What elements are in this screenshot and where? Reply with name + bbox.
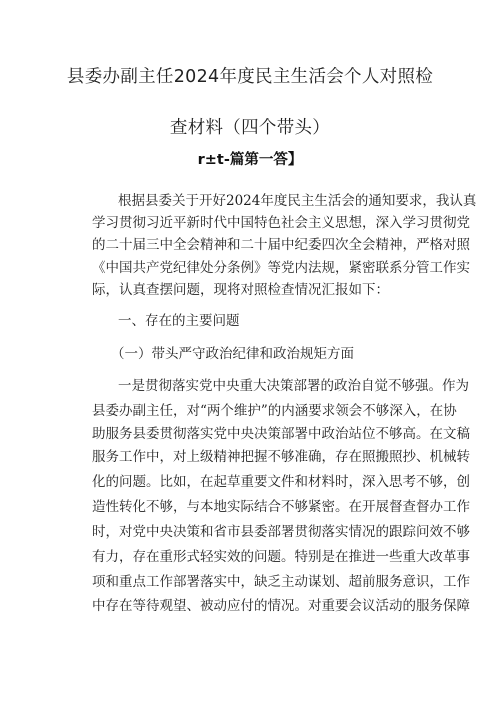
- paragraph-line: 际，认真查摆问题，现将对照检查情况汇报如下：: [92, 282, 389, 298]
- document-title-line-1: 县委办副主任2024年度民主生活会个人对照检: [66, 67, 434, 87]
- paragraph-line: 学习贯彻习近平新时代中国特色社会主义思想，深入学习贯彻党: [92, 215, 470, 231]
- paragraph-line: 中存在等待观望、被动应付的情况。对重要会议活动的服务保障: [92, 598, 470, 614]
- paragraph-line: 县委办副主任，对“两个维护”的内涵要求领会不够深入，在协: [92, 403, 457, 419]
- paragraph-line: 造性转化不够，与本地实际结合不够紧密。在开展督查督办工作: [92, 499, 470, 515]
- paragraph-line: 《中国共产党纪律处分条例》等党内法规，紧密联系分管工作实: [92, 260, 470, 276]
- paragraph-line: 的二十届三中全会精神和二十届中纪委四次全会精神，严格对照: [92, 237, 470, 253]
- paragraph-line: 时，对党中央决策和省市县委部署贯彻落实情况的跟踪问效不够: [92, 524, 470, 540]
- paragraph-line: 有力，存在重形式轻实效的问题。特别是在推进一些重大改革事: [92, 549, 470, 565]
- section-heading: 一、存在的主要问题: [118, 313, 240, 329]
- document-title-line-2: 查材料（四个带头）: [169, 118, 331, 138]
- paragraph-line: 根据县委关于开好2024年度民主生活会的通知要求，我认真: [118, 193, 477, 209]
- paragraph-line: 一是贯彻落实党中央重大决策部署的政治自觉不够强。作为: [118, 378, 469, 394]
- paragraph-line: 化的问题。比如，在起草重要文件和材料时，深入思考不够，创: [92, 474, 470, 490]
- document-subtitle: r±t-篇第一答】: [197, 152, 303, 168]
- paragraph-line: 服务工作中，对上级精神把握不够准确，存在照搬照抄、机械转: [92, 449, 470, 465]
- paragraph-line: 项和重点工作部署落实中，缺乏主动谋划、超前服务意识，工作: [92, 574, 470, 590]
- subsection-heading: （一）带头严守政治纪律和政治规矩方面: [111, 346, 354, 362]
- paragraph-line: 助服务县委贯彻落实党中央决策部署中政治站位不够高。在文稿: [92, 426, 470, 442]
